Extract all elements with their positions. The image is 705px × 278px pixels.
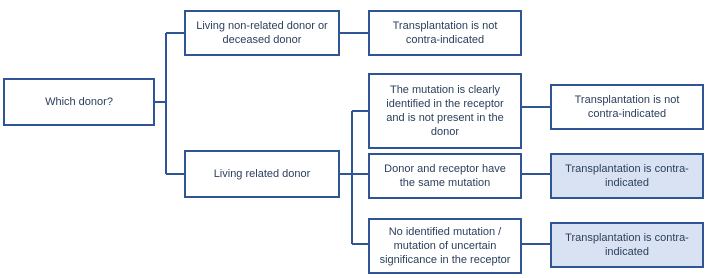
outcome-label: Transplantation is contra-indicated bbox=[565, 232, 689, 258]
root-node bbox=[3, 78, 155, 126]
branch-label: Living related donor bbox=[213, 168, 311, 180]
outcome-label: Transplantation is contra-indicated bbox=[565, 163, 689, 189]
outcome-node-contraindicated-uncertain bbox=[550, 222, 704, 268]
outcome-node-not-contraindicated bbox=[550, 84, 704, 130]
condition-label: Donor and receptor have the same mutation bbox=[384, 163, 506, 189]
condition-node-mutation-identified bbox=[368, 73, 522, 149]
outcome-node-nonrelated-donor bbox=[368, 10, 522, 56]
outcome-label: Transplantation is not contra-indicated bbox=[574, 94, 680, 120]
condition-node-uncertain-mutation bbox=[368, 218, 522, 274]
condition-node-same-mutation bbox=[368, 153, 522, 199]
branch-node-related-donor bbox=[184, 150, 340, 198]
outcome-label: Transplantation is not contra-indicated bbox=[392, 20, 498, 46]
root-label: Which donor? bbox=[45, 96, 113, 108]
condition-label: No identified mutation / mutation of uncertain significance in the receptor bbox=[379, 226, 511, 266]
branch-node-nonrelated-donor bbox=[184, 10, 340, 56]
branch-label: Living non-related donor or deceased donor bbox=[196, 20, 328, 46]
outcome-node-contraindicated-same-mutation bbox=[550, 153, 704, 199]
condition-label: The mutation is clearly identified in the receptor and is not present in the donor bbox=[386, 84, 504, 138]
